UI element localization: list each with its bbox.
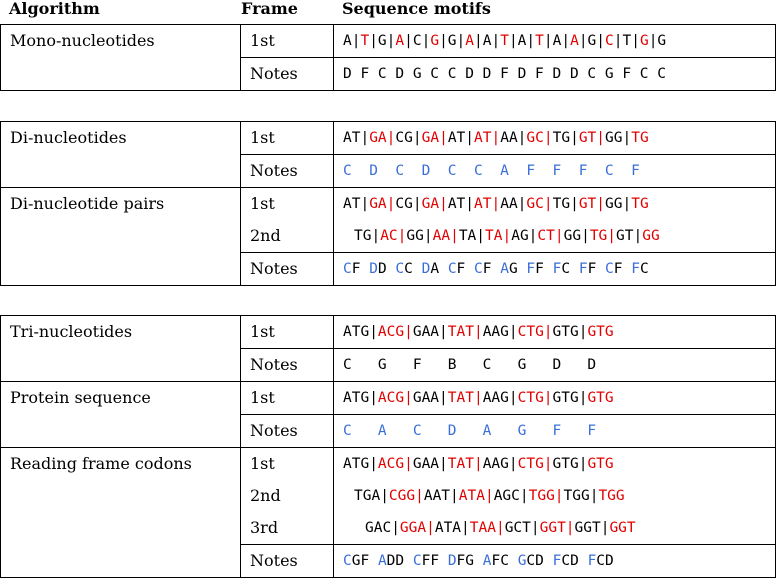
notes-cell bbox=[334, 253, 776, 286]
motif-segment: F bbox=[351, 261, 370, 277]
motif-segment: FF bbox=[421, 553, 448, 569]
table-row bbox=[1, 316, 776, 349]
table-block bbox=[0, 121, 776, 286]
motif-segment: GG| bbox=[605, 196, 632, 212]
notes-label: Notes bbox=[250, 259, 298, 278]
motif-segment: G bbox=[517, 553, 527, 569]
notes-frame-cell bbox=[241, 253, 334, 286]
motif-segment: F bbox=[482, 261, 501, 277]
table-row bbox=[1, 122, 776, 155]
motif-segment: C bbox=[605, 33, 614, 49]
frame-cell bbox=[241, 25, 334, 58]
header-motifs: Sequence motifs bbox=[342, 0, 491, 18]
notes-label: Notes bbox=[250, 421, 298, 440]
notes-cell bbox=[334, 349, 776, 382]
motif-segment: GAA| bbox=[412, 390, 448, 406]
motif-segment: C bbox=[639, 261, 649, 277]
motif-segment: GTG bbox=[587, 324, 614, 340]
motif-line bbox=[334, 512, 775, 544]
motif-line bbox=[334, 155, 775, 187]
motif-segment: |C| bbox=[404, 33, 431, 49]
motif-segment: TA| bbox=[485, 228, 512, 244]
motif-segment: |G| bbox=[369, 33, 396, 49]
motif-line bbox=[334, 448, 775, 480]
motif-segment: G bbox=[430, 33, 440, 49]
motif-line bbox=[334, 220, 775, 252]
motif-segment: DD bbox=[386, 553, 413, 569]
motif-line bbox=[334, 349, 775, 381]
table-row bbox=[1, 188, 776, 253]
frame-label: 1st bbox=[250, 388, 275, 407]
motif-segment: TAT| bbox=[447, 390, 483, 406]
motif-segment: T bbox=[535, 33, 544, 49]
notes-label: Notes bbox=[250, 161, 298, 180]
motif-segment: TGA| bbox=[354, 488, 389, 504]
motif-segment: C bbox=[395, 261, 405, 277]
motif-segment: CD bbox=[526, 553, 553, 569]
motif-segment: D bbox=[421, 261, 431, 277]
motif-segment: AAT| bbox=[423, 488, 459, 504]
motif-segment: TGG| bbox=[563, 488, 599, 504]
motif-segment: GCT| bbox=[504, 520, 540, 536]
motif-segment: GTG bbox=[587, 456, 614, 472]
motif-segment: A bbox=[500, 261, 509, 277]
motif-segment: TG bbox=[631, 196, 649, 212]
motif-segment: C bbox=[605, 261, 614, 277]
motif-segment: ACG| bbox=[377, 456, 413, 472]
algorithm-name: Di-nucleotides bbox=[1, 122, 241, 188]
motif-segment: TA| bbox=[458, 228, 486, 244]
motif-segment: FC bbox=[491, 553, 518, 569]
motif-segment: A| bbox=[343, 33, 361, 49]
motif-segment: TGG| bbox=[528, 488, 564, 504]
motif-segment: AAG| bbox=[482, 324, 518, 340]
frame-label: 1st bbox=[250, 31, 275, 50]
motif-segment: TAT| bbox=[447, 324, 483, 340]
notes-frame-cell bbox=[241, 58, 334, 91]
motif-segment: TG| bbox=[354, 228, 381, 244]
algorithm-name: Reading frame codons bbox=[1, 448, 241, 578]
motif-segment: CD bbox=[596, 553, 614, 569]
motif-line bbox=[334, 58, 775, 90]
notes-frame-cell bbox=[241, 545, 334, 578]
motif-segment: ATA| bbox=[434, 520, 470, 536]
notes-frame-cell bbox=[241, 349, 334, 382]
motif-segment: GAA| bbox=[412, 456, 448, 472]
motif-line bbox=[334, 253, 775, 285]
motif-segment: F bbox=[613, 261, 632, 277]
motif-segment: TG| bbox=[552, 130, 579, 146]
frame-label: 2nd bbox=[250, 486, 281, 505]
motif-segment: GGT| bbox=[539, 520, 575, 536]
motif-segment: T bbox=[500, 33, 509, 49]
motif-segment: C A C D A G F F bbox=[343, 423, 597, 439]
motif-segment: GA| bbox=[421, 196, 448, 212]
motif-segment: F bbox=[535, 261, 553, 277]
motif-segment: CTG| bbox=[517, 324, 553, 340]
motif-segment: GA| bbox=[421, 130, 448, 146]
motif-segment: GTG bbox=[587, 390, 614, 406]
motif-segment: GTG| bbox=[552, 456, 588, 472]
motif-segment: F bbox=[587, 261, 606, 277]
algorithm-name: Mono-nucleotides bbox=[1, 25, 241, 91]
motif-segment: |G| bbox=[578, 33, 606, 49]
motif-segment: |A| bbox=[543, 33, 571, 49]
frame-label: 1st bbox=[250, 194, 275, 213]
frame-label: 1st bbox=[250, 454, 275, 473]
header-frame: Frame bbox=[241, 0, 298, 18]
motif-segment: F bbox=[456, 261, 475, 277]
notes-cell bbox=[334, 415, 776, 448]
algorithm-name: Di-nucleotide pairs bbox=[1, 188, 241, 286]
motif-segment: F bbox=[552, 261, 562, 277]
table-row bbox=[1, 448, 776, 545]
motif-segment: D F C D G C C D D F D F D D C G F C C bbox=[343, 66, 667, 82]
notes-cell bbox=[334, 155, 776, 188]
motif-segment: TAA| bbox=[469, 520, 505, 536]
motif-segment: C bbox=[404, 261, 422, 277]
motif-segment: GG| bbox=[563, 228, 590, 244]
motif-segment: GC| bbox=[526, 130, 553, 146]
motif-segment: GA| bbox=[369, 130, 396, 146]
motif-segment: TGG bbox=[598, 488, 625, 504]
motif-segment: GTG| bbox=[552, 390, 588, 406]
motif-segment: C bbox=[343, 553, 352, 569]
motif-segment: TAT| bbox=[447, 456, 483, 472]
motif-segment: T bbox=[360, 33, 370, 49]
motif-segment: AC| bbox=[380, 228, 407, 244]
motif-segment: G bbox=[508, 261, 527, 277]
notes-cell bbox=[334, 58, 776, 91]
table-block bbox=[0, 315, 776, 578]
frame-label: 1st bbox=[250, 322, 275, 341]
notes-label: Notes bbox=[250, 551, 298, 570]
notes-label: Notes bbox=[250, 355, 298, 374]
motif-segment: CTG| bbox=[517, 456, 553, 472]
motif-segment: CD bbox=[561, 553, 588, 569]
motifs-cell bbox=[334, 25, 776, 58]
motif-line bbox=[334, 122, 775, 154]
frame-cell bbox=[241, 382, 334, 415]
motif-segment: GG bbox=[642, 228, 660, 244]
motif-segment: CG| bbox=[395, 196, 422, 212]
motif-segment: G bbox=[639, 33, 649, 49]
motif-segment: D bbox=[369, 261, 378, 277]
motif-segment: ACG| bbox=[377, 324, 413, 340]
motif-segment: TG| bbox=[552, 196, 579, 212]
motif-segment: GG| bbox=[406, 228, 433, 244]
motif-segment: AT| bbox=[447, 130, 475, 146]
motifs-cell bbox=[334, 122, 776, 155]
motif-segment: CT| bbox=[537, 228, 564, 244]
motif-segment: CGG| bbox=[388, 488, 424, 504]
motif-segment: AT| bbox=[343, 130, 370, 146]
table-row bbox=[1, 382, 776, 415]
motif-line bbox=[334, 188, 775, 220]
motifs-cell bbox=[334, 316, 776, 349]
motif-segment: F bbox=[526, 261, 536, 277]
motif-segment: TG bbox=[631, 130, 649, 146]
motif-segment: CG| bbox=[395, 130, 422, 146]
motif-segment: AAG| bbox=[482, 456, 518, 472]
frame-cell bbox=[241, 448, 334, 545]
motif-segment: ATG| bbox=[343, 390, 378, 406]
motif-segment: C bbox=[447, 261, 457, 277]
motif-segment: A bbox=[482, 553, 492, 569]
motif-segment: A bbox=[377, 553, 387, 569]
motif-segment: D bbox=[377, 261, 396, 277]
motif-segment: FG bbox=[456, 553, 483, 569]
motif-segment: GAC| bbox=[365, 520, 400, 536]
motif-segment: |G bbox=[648, 33, 667, 49]
motif-segment: F bbox=[631, 261, 640, 277]
motif-segment: C G F B C G D D bbox=[343, 357, 597, 373]
motif-segment: ATG| bbox=[343, 456, 378, 472]
motif-segment: GGA| bbox=[399, 520, 435, 536]
motif-segment: C bbox=[561, 261, 579, 277]
motif-segment: C bbox=[474, 261, 483, 277]
motif-segment: GGT bbox=[609, 520, 636, 536]
motif-segment: F bbox=[552, 553, 562, 569]
motif-segment: A bbox=[395, 33, 405, 49]
motif-segment: |G| bbox=[439, 33, 466, 49]
algorithm-name: Protein sequence bbox=[1, 382, 241, 448]
motif-segment: A bbox=[430, 261, 448, 277]
algorithm-name: Tri-nucleotides bbox=[1, 316, 241, 382]
frame-label: 1st bbox=[250, 128, 275, 147]
motif-segment: AA| bbox=[432, 228, 459, 244]
motif-segment: ATG| bbox=[343, 324, 378, 340]
motif-segment: A bbox=[570, 33, 579, 49]
motif-segment: AA| bbox=[500, 130, 527, 146]
motif-segment: C bbox=[412, 553, 422, 569]
table-row bbox=[1, 25, 776, 58]
motif-line bbox=[334, 316, 775, 348]
motif-segment: GC| bbox=[526, 196, 553, 212]
motif-segment: AGC| bbox=[493, 488, 529, 504]
motif-segment: AT| bbox=[343, 196, 370, 212]
motif-segment: F bbox=[587, 553, 597, 569]
notes-label: Notes bbox=[250, 64, 298, 83]
motif-segment: C D C D C C A F F F C F bbox=[343, 163, 640, 179]
frame-label: 2nd bbox=[250, 226, 281, 245]
motif-line bbox=[334, 415, 775, 447]
motif-segment: |T| bbox=[613, 33, 640, 49]
motif-segment: AT| bbox=[474, 196, 501, 212]
motif-segment: GG| bbox=[605, 130, 632, 146]
motifs-cell bbox=[334, 448, 776, 545]
motif-segment: GT| bbox=[578, 130, 606, 146]
motif-segment: GF bbox=[351, 553, 378, 569]
motif-segment: GGT| bbox=[574, 520, 610, 536]
frame-cell bbox=[241, 316, 334, 349]
motif-segment: F bbox=[578, 261, 588, 277]
notes-frame-cell bbox=[241, 155, 334, 188]
motif-segment: GT| bbox=[578, 196, 606, 212]
notes-cell bbox=[334, 545, 776, 578]
motif-segment: |A| bbox=[474, 33, 501, 49]
motif-segment: |A| bbox=[508, 33, 536, 49]
header-algorithm: Algorithm bbox=[9, 0, 100, 18]
motif-segment: ATA| bbox=[458, 488, 494, 504]
motif-segment: GTG| bbox=[552, 324, 588, 340]
motif-segment: CTG| bbox=[517, 390, 553, 406]
motif-segment: AAG| bbox=[482, 390, 518, 406]
motif-segment: GAA| bbox=[412, 324, 448, 340]
table-block bbox=[0, 24, 776, 91]
motif-segment: AT| bbox=[447, 196, 475, 212]
motif-segment: D bbox=[447, 553, 457, 569]
frame-cell bbox=[241, 188, 334, 253]
frame-label: 3rd bbox=[250, 518, 279, 537]
motif-segment: TG| bbox=[589, 228, 617, 244]
frame-cell bbox=[241, 122, 334, 155]
motif-line bbox=[334, 480, 775, 512]
motif-segment: ACG| bbox=[377, 390, 413, 406]
motif-segment: A bbox=[465, 33, 475, 49]
motif-line bbox=[334, 25, 775, 57]
motif-line bbox=[334, 382, 775, 414]
motif-segment: AT| bbox=[474, 130, 501, 146]
motifs-cell bbox=[334, 188, 776, 253]
motifs-cell bbox=[334, 382, 776, 415]
motif-line bbox=[334, 545, 775, 577]
motif-segment: AA| bbox=[500, 196, 527, 212]
notes-frame-cell bbox=[241, 415, 334, 448]
motif-segment: GT| bbox=[616, 228, 643, 244]
motif-segment: C bbox=[343, 261, 352, 277]
motif-segment: AG| bbox=[511, 228, 538, 244]
motif-segment: GA| bbox=[369, 196, 396, 212]
